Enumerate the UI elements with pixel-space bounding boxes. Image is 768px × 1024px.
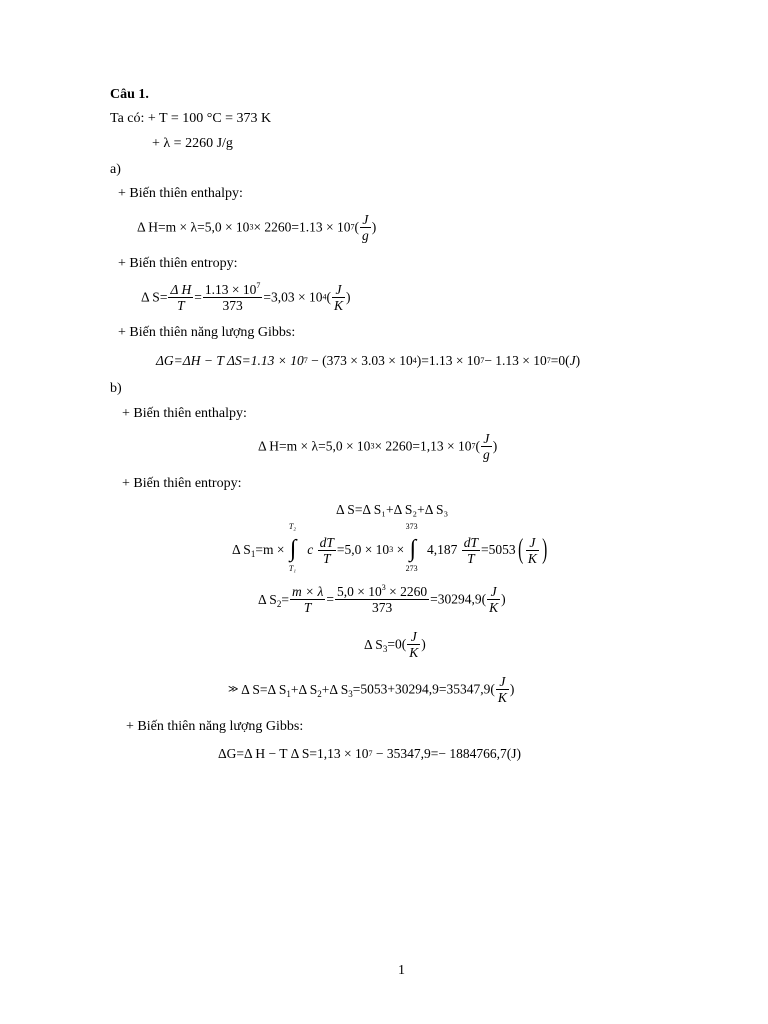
a-enthalpy-label: + Biến thiên enthalpy: <box>118 186 243 201</box>
a-gibbs-equation: ΔG=ΔH − T ΔS=1.13 × 107 − (373 × 3.03 × 104)=1.13 × 107− 1.13 × 107=0(J) <box>156 352 581 368</box>
page-number: 1 <box>398 963 405 978</box>
a-entropy-equation: Δ S= $\frac{\text{Δ H}}{T}$ = $\frac{1.13 \times 10^7}{373}$ =3,03 × 104( $\frac{J}{K}$ ) <box>141 281 351 313</box>
b-entropy-s2-equation: Δ $S_2=$ $\frac{m \times \lambda}{T}$ = $\frac{5,0 \times 10^3 \times 2260}{373}$ =30294,9( $\frac{J}{K}$ ) <box>258 583 506 615</box>
question-heading: Câu 1. <box>110 87 149 102</box>
b-entropy-sum-equation: Δ S=Δ S₁+Δ S₂+Δ S₃ <box>336 501 449 517</box>
b-entropy-s1-equation: Δ $S_1=m$ × T₂ ∫ T₁ c $\frac{dT}{T}$ =5,0 × 103 × 373 ∫ 273 4,187 $\frac{dT}{T}$ =5053( $\frac{J}{K}$ ) <box>232 522 548 573</box>
b-gibbs-equation: ΔG=Δ H − T Δ S=1,13 × 107 − 35347,9=− 1884766,7(J) <box>218 745 521 761</box>
part-a-label: a) <box>110 162 121 177</box>
given-temperature: Ta có: + T = 100 °C = 373 K <box>110 111 272 126</box>
integral-symbol: T₂ ∫ T₁ <box>288 522 297 573</box>
b-entropy-s3-equation: Δ $S_3=0$( $\frac{J}{K}$ ) <box>364 629 426 660</box>
given-lambda: + λ = 2260 J/g <box>152 136 233 151</box>
a-gibbs-label: + Biến thiên năng lượng Gibbs: <box>118 325 296 340</box>
b-gibbs-label: + Biến thiên năng lượng Gibbs: <box>126 719 304 734</box>
b-entropy-total-equation: ≫ Δ S=Δ $S_1+\Delta$ $S_2+\Delta$ $S_3=5053+30294,9=35347,9$( $\frac{J}{K}$ ) <box>228 674 515 705</box>
a-enthalpy-equation: Δ H=m × λ=5,0 × 103× 2260=1.13 × 107( $\frac{J}{g}$ ) <box>137 212 377 243</box>
b-enthalpy-equation: Δ H=m × λ=5,0 × 103× 2260=1,13 × 107( $\frac{J}{g}$ ) <box>258 431 498 462</box>
integral-symbol-numeric: 373 ∫ 273 <box>405 522 418 573</box>
a-entropy-label: + Biến thiên entropy: <box>118 256 238 271</box>
b-entropy-label: + Biến thiên entropy: <box>122 476 242 491</box>
part-b-label: b) <box>110 381 122 396</box>
b-enthalpy-label: + Biến thiên enthalpy: <box>122 406 247 421</box>
